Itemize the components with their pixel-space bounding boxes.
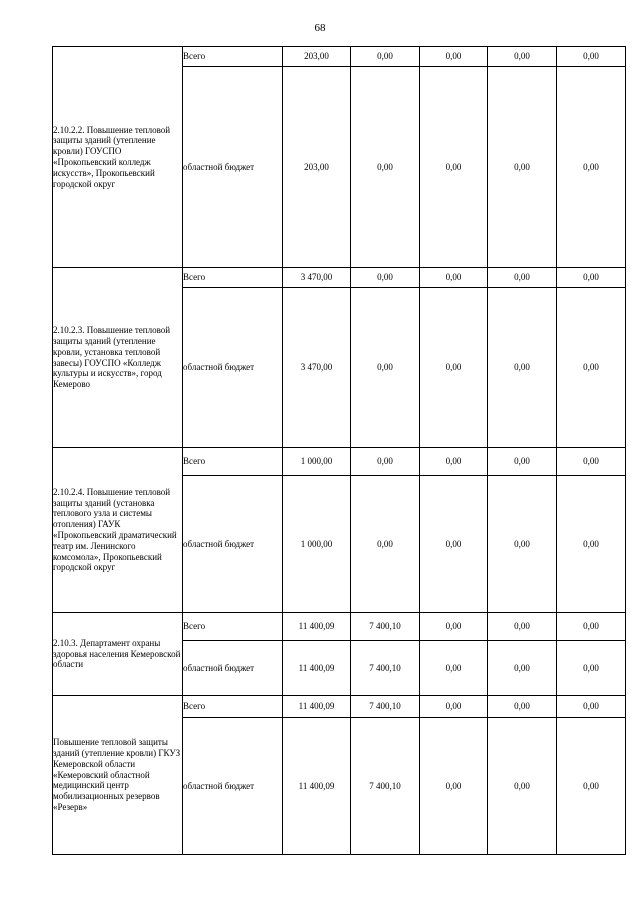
value-cell: 0,00: [557, 448, 626, 476]
table-row: [53, 696, 626, 718]
value-cell: 0,00: [557, 641, 626, 696]
funding-source-regional: областной бюджет: [183, 67, 283, 268]
value-cell: 11 400,09: [283, 718, 351, 855]
table-row: [53, 47, 626, 67]
value-cell: 11 400,09: [283, 613, 351, 641]
funding-source-regional: областной бюджет: [183, 288, 283, 448]
table-row: [53, 268, 626, 288]
table-row: [53, 613, 626, 641]
value-cell: 0,00: [488, 476, 557, 613]
value-cell: 0,00: [420, 718, 488, 855]
value-cell: 7 400,10: [351, 613, 420, 641]
value-cell: 0,00: [488, 47, 557, 67]
value-cell: 0,00: [557, 718, 626, 855]
value-cell: 0,00: [420, 47, 488, 67]
value-cell: 0,00: [557, 613, 626, 641]
table-row: [53, 448, 626, 476]
funding-source-total: Всего: [183, 696, 283, 718]
value-cell: 1 000,00: [283, 476, 351, 613]
value-cell: 0,00: [420, 641, 488, 696]
value-cell: 0,00: [420, 696, 488, 718]
funding-source-regional: областной бюджет: [183, 641, 283, 696]
value-cell: 7 400,10: [351, 696, 420, 718]
value-cell: 0,00: [557, 696, 626, 718]
funding-source-total: Всего: [183, 448, 283, 476]
budget-table: [52, 46, 626, 855]
value-cell: 0,00: [420, 288, 488, 448]
value-cell: 0,00: [488, 288, 557, 448]
value-cell: 0,00: [488, 641, 557, 696]
value-cell: 0,00: [557, 288, 626, 448]
value-cell: 7 400,10: [351, 718, 420, 855]
value-cell: 0,00: [488, 268, 557, 288]
value-cell: 0,00: [557, 268, 626, 288]
value-cell: 0,00: [488, 613, 557, 641]
funding-source-total: Всего: [183, 613, 283, 641]
value-cell: 0,00: [420, 613, 488, 641]
value-cell: 11 400,09: [283, 696, 351, 718]
measure-description: Повышение тепловой защиты зданий (утепление кровли) ГКУЗ Кемеровской области «Кемеровский областной медицинский центр мобилизационных резервов «Резерв»: [53, 696, 183, 855]
value-cell: 0,00: [420, 67, 488, 268]
value-cell: 1 000,00: [283, 448, 351, 476]
value-cell: 0,00: [351, 448, 420, 476]
value-cell: 0,00: [557, 476, 626, 613]
value-cell: 203,00: [283, 67, 351, 268]
funding-source-total: Всего: [183, 47, 283, 67]
value-cell: 0,00: [351, 67, 420, 268]
value-cell: 0,00: [488, 718, 557, 855]
value-cell: 0,00: [420, 448, 488, 476]
value-cell: 3 470,00: [283, 268, 351, 288]
value-cell: 11 400,09: [283, 641, 351, 696]
value-cell: 0,00: [488, 67, 557, 268]
value-cell: 0,00: [488, 696, 557, 718]
value-cell: 0,00: [488, 448, 557, 476]
value-cell: 0,00: [557, 47, 626, 67]
value-cell: 0,00: [351, 476, 420, 613]
funding-source-total: Всего: [183, 268, 283, 288]
value-cell: 0,00: [420, 476, 488, 613]
value-cell: 0,00: [351, 288, 420, 448]
value-cell: 203,00: [283, 47, 351, 67]
value-cell: 0,00: [351, 268, 420, 288]
funding-source-regional: областной бюджет: [183, 476, 283, 613]
funding-source-regional: областной бюджет: [183, 718, 283, 855]
measure-description: 2.10.2.2. Повышение тепловой защиты зданий (утепление кровли) ГОУСПО «Прокопьевский колледж искусств», Прокопьевский городской округ: [53, 47, 183, 268]
value-cell: 3 470,00: [283, 288, 351, 448]
value-cell: 0,00: [557, 67, 626, 268]
measure-description: 2.10.3. Департамент охраны здоровья населения Кемеровской области: [53, 613, 183, 696]
value-cell: 0,00: [420, 268, 488, 288]
value-cell: 0,00: [351, 47, 420, 67]
measure-description: 2.10.2.3. Повышение тепловой защиты зданий (утепление кровли, установка тепловой завесы) ГОУСПО «Колледж культуры и искусств», город Кемерово: [53, 268, 183, 448]
measure-description: 2.10.2.4. Повышение тепловой защиты зданий (установка теплового узла и системы отопления) ГАУК «Прокопьевский драматический театр им. Ленинского комсомола», Прокопьевский городской округ: [53, 448, 183, 613]
page-number: 68: [314, 22, 326, 34]
value-cell: 7 400,10: [351, 641, 420, 696]
